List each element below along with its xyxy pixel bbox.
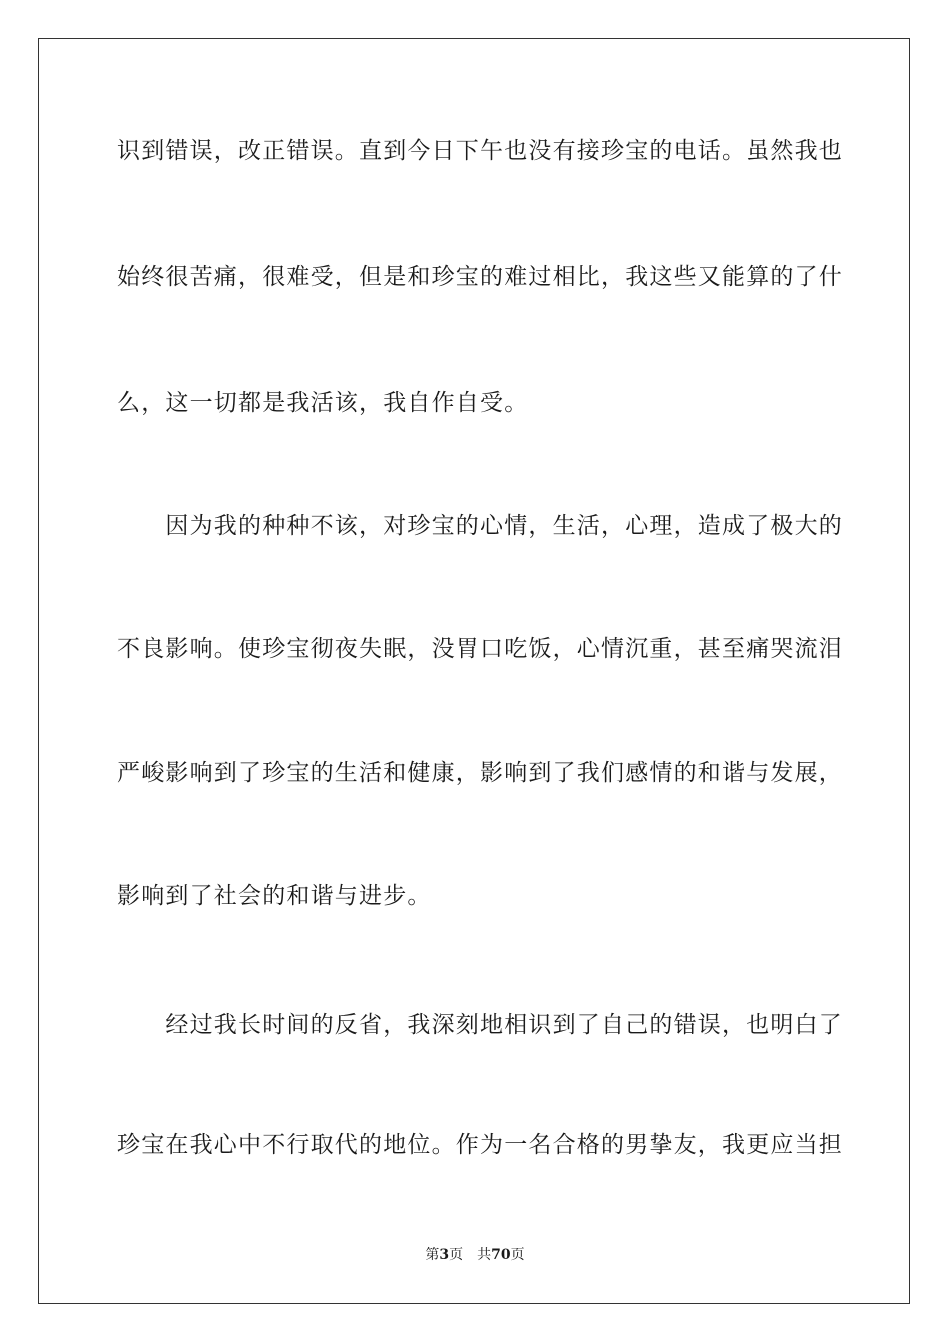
text-line: 影响到了社会的和谐与进步。 (117, 883, 432, 909)
paragraph-start-line: 经过我长时间的反省，我深刻地相识到了自己的错误，也明白了 (117, 1012, 843, 1038)
total-pages: 70 (491, 1247, 511, 1263)
paragraph-start-line: 因为我的种种不该，对珍宝的心情，生活，心理，造成了极大的 (117, 513, 843, 539)
text-line: 严峻影响到了珍宝的生活和健康，影响到了我们感情的和谐与发展， (117, 760, 843, 786)
page-footer (0, 1246, 950, 1264)
text-line: 不良影响。使珍宝彻夜失眠，没胃口吃饭，心情沉重，甚至痛哭流泪 (117, 636, 843, 662)
text-line: 始终很苦痛，很难受，但是和珍宝的难过相比，我这些又能算的了什 (117, 264, 843, 290)
page-suffix: 页 (449, 1247, 464, 1263)
page-border (38, 38, 910, 1304)
page-number: 3 (439, 1247, 450, 1263)
page-prefix: 第 (425, 1247, 440, 1263)
text-line: 么，这一切都是我活该，我自作自受。 (117, 390, 529, 416)
total-suffix: 页 (510, 1247, 525, 1263)
text-line: 珍宝在我心中不行取代的地位。作为一名合格的男挚友，我更应当担 (117, 1132, 843, 1158)
total-prefix: 共 (477, 1247, 492, 1263)
text-line: 识到错误，改正错误。直到今日下午也没有接珍宝的电话。虽然我也 (117, 138, 843, 164)
